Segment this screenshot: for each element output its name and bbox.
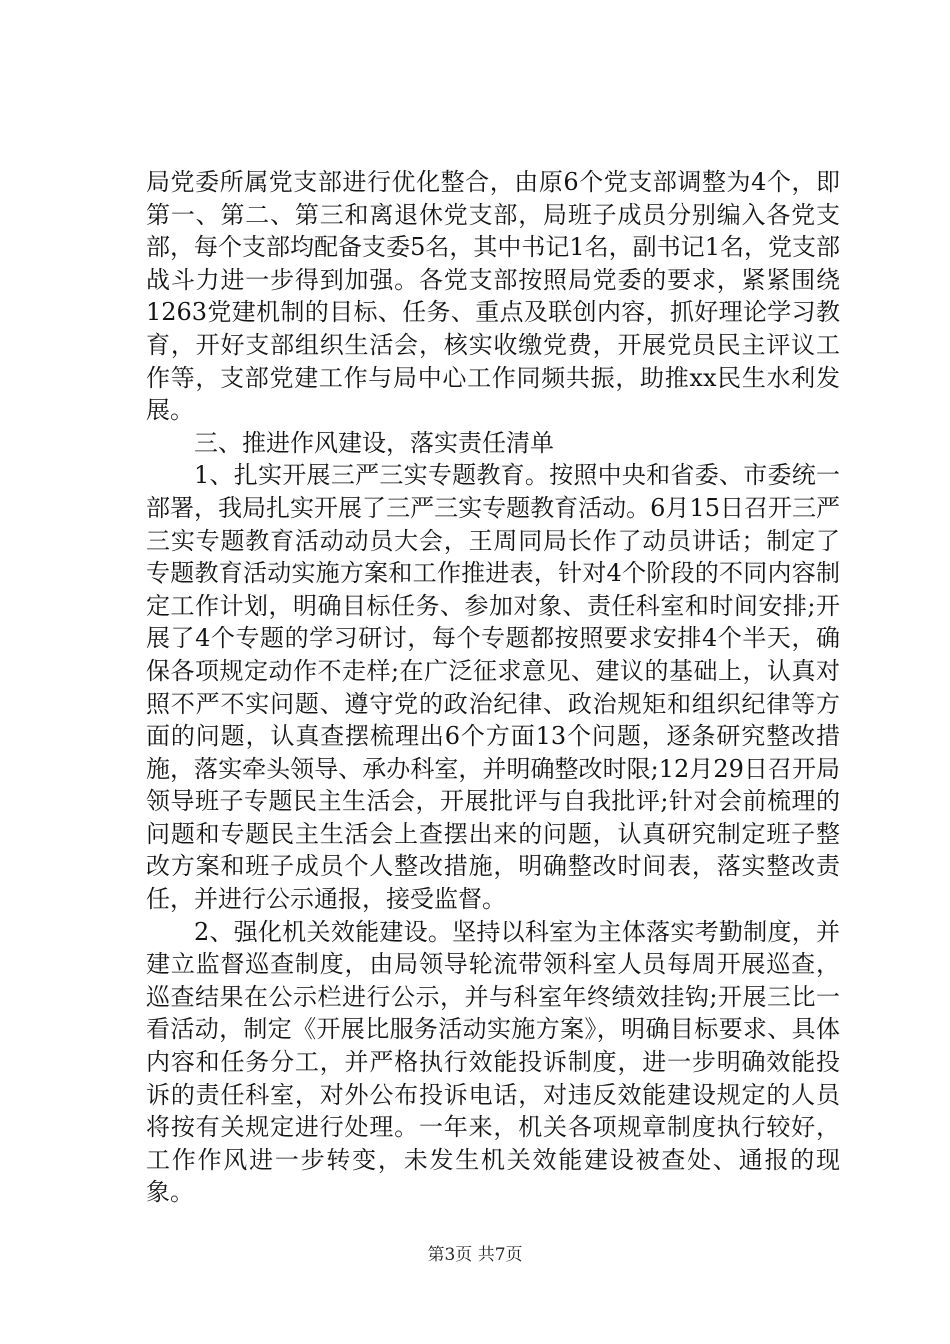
section-heading-work-style: 三、推进作风建设，落实责任清单 bbox=[194, 428, 554, 457]
paragraph-efficiency-building: 2、强化机关效能建设。坚持以科室为主体落实考勤制度，并建立监督巡查制度，由局领导轮流带领科室人员每周开展巡查，巡查结果在公示栏进行公示，并与科室年终绩效挂钩;开展三比一看活动，制定《开展比服务活动实施方案》，明确目标要求、具体内容和任务分工，并严格执行效能投诉制度，进一步明确效能投诉的责任科室，对外公布投诉电话，对违反效能建设规定的人员将按有关规定进行处理。一年来，机关各项规章制度执行较好，工作作风进一步转变，未发生机关效能建设被查处、通报的现象。 bbox=[146, 917, 840, 1207]
page-footer: 第3页 共7页 bbox=[427, 1245, 523, 1265]
paragraph-three-stricts-education: 1、扎实开展三严三实专题教育。按照中央和省委、市委统一部署，我局扎实开展了三严三实专题教育活动。6月15日召开三严三实专题教育活动动员大会，王周同局长作了动员讲话；制定了专题教育活动实施方案和工作推进表，针对4个阶段的不同内容制定工作计划，明确目标任务、参加对象、责任科室和时间安排;开展了4个专题的学习研讨，每个专题都按照要求安排4个半天，确保各项规定动作不走样;在广泛征求意见、建议的基础上，认真对照不严不实问题、遵守党的政治纪律、政治规矩和组织纪律等方面的问题，认真查摆梳理出6个方面13个问题，逐条研究整改措施，落实牵头领导、承办科室，并明确整改时限;12月29日召开局领导班子专题民主生活会，开展批评与自我批评;针对会前梳理的问题和专题民主生活会上查摆出来的问题，认真研究制定班子整改方案和班子成员个人整改措施，明确整改时间表，落实整改责任，并进行公示通报，接受监督。 bbox=[146, 461, 840, 914]
document-body bbox=[146, 166, 840, 1209]
paragraph-party-branch-integration: 局党委所属党支部进行优化整合，由原6个党支部调整为4个，即第一、第二、第三和离退休党支部，局班子成员分别编入各党支部，每个支部均配备支委5名，其中书记1名，副书记1名，党支部战斗力进一步得到加强。各党支部按照局党委的要求，紧紧围绕1263党建机制的目标、任务、重点及联创内容，抓好理论学习教育，开好支部组织生活会，核实收缴党费，开展党员民主评议工作等，支部党建工作与局中心工作同频共振，助推xx民生水利发展。 bbox=[146, 168, 840, 425]
